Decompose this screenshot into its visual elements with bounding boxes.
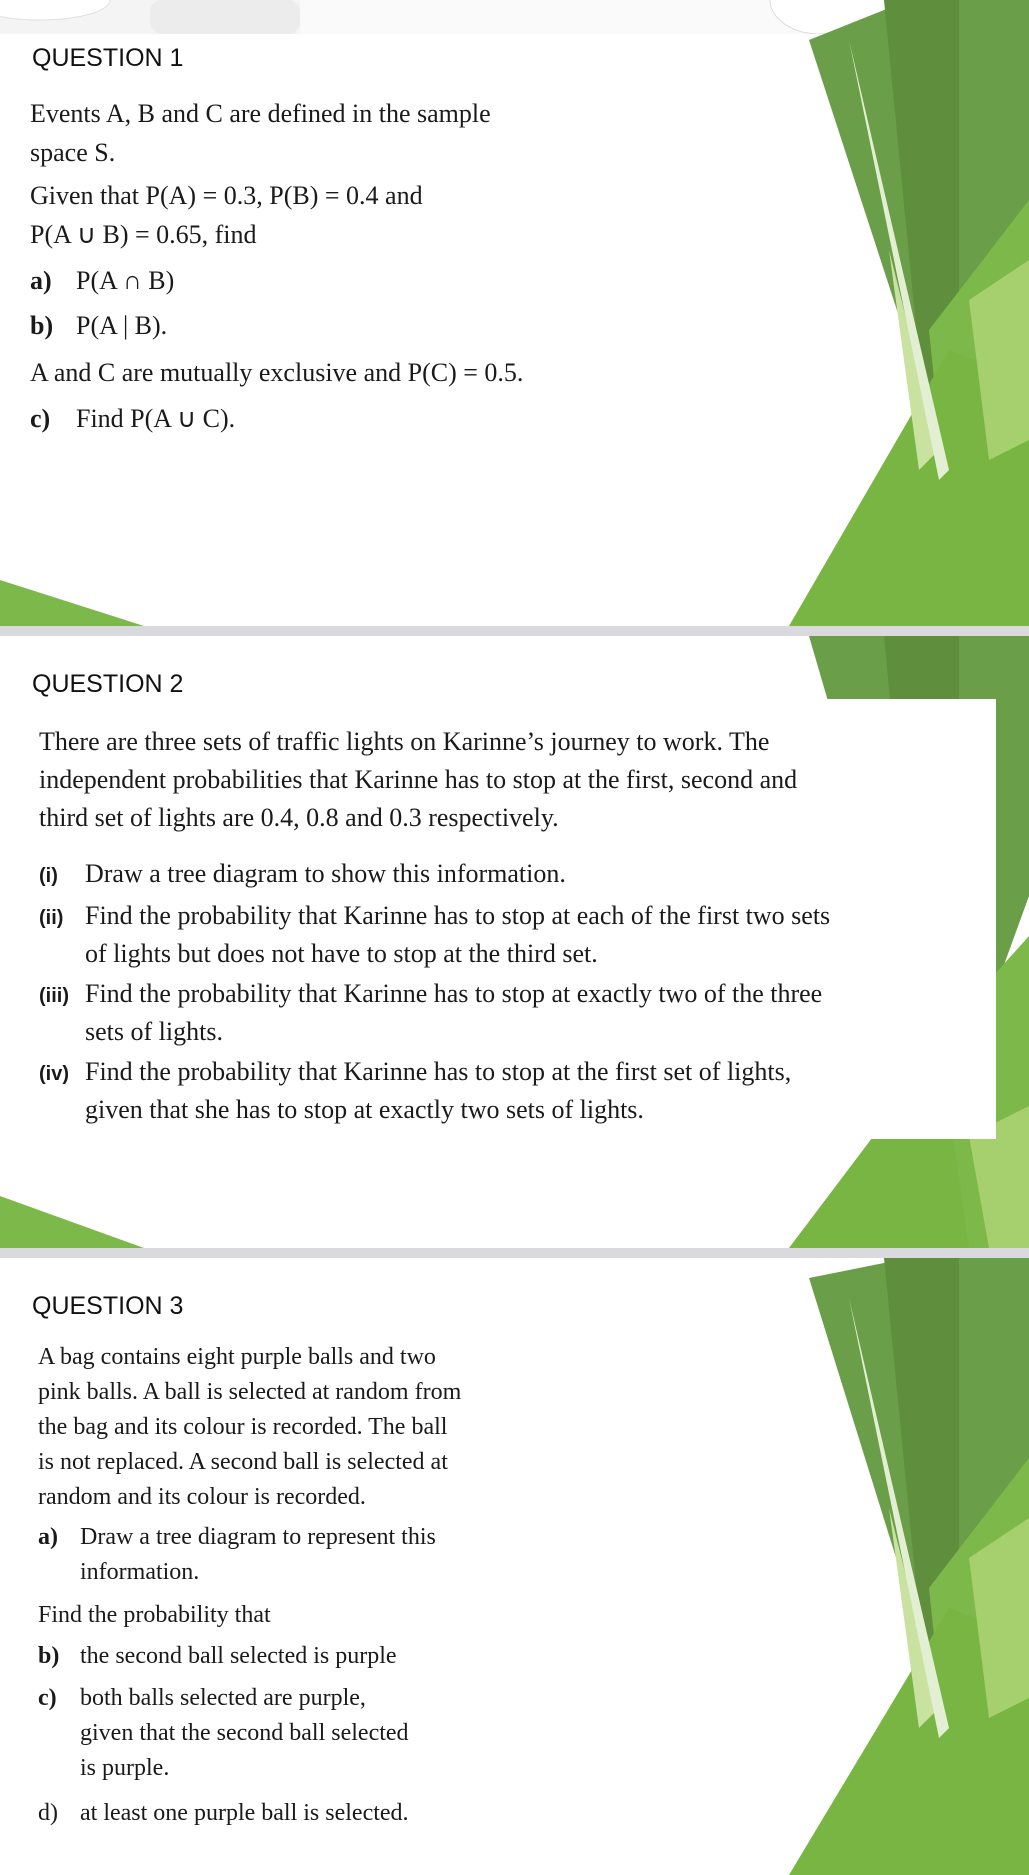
q1-line-1: Events A, B and C are defined in the sample bbox=[30, 99, 491, 128]
q2-part-iii-label: (iii) bbox=[39, 985, 69, 1007]
q3-intro-line-4: is not replaced. A second ball is selected at bbox=[38, 1449, 448, 1475]
q2-part-iii bbox=[39, 974, 822, 1016]
q2-part-iv-line-1: Find the probability that Karinne has to stop at the first set of lights, bbox=[85, 1057, 792, 1086]
q2-part-i bbox=[39, 854, 566, 896]
q2-intro-line-3: third set of lights are 0.4, 0.8 and 0.3 respectively. bbox=[39, 803, 559, 832]
q1-part-c-label: c) bbox=[30, 404, 51, 433]
q3-intro-line-5: random and its colour is recorded. bbox=[38, 1484, 366, 1510]
slide-question-1 bbox=[0, 0, 1029, 626]
q2-part-iii-line-1: Find the probability that Karinne has to stop at exactly two of the three bbox=[85, 979, 823, 1008]
q2-part-ii-line-2: of lights but does not have to stop at the third set. bbox=[85, 939, 598, 968]
slide-separator bbox=[0, 1248, 1029, 1258]
left-green-sliver bbox=[0, 0, 10, 626]
q3-part-b-label: b) bbox=[38, 1643, 60, 1669]
q3-part-c-line-2: given that the second ball selected bbox=[80, 1720, 409, 1746]
q3-intro-line-2: pink balls. A ball is selected at random from bbox=[38, 1379, 462, 1405]
q3-part-c bbox=[38, 1681, 366, 1716]
q3-part-a-line-2: information. bbox=[80, 1559, 200, 1585]
q3-intro-line-1: A bag contains eight purple balls and two bbox=[38, 1344, 436, 1370]
q2-part-i-label: (i) bbox=[39, 865, 58, 887]
question-1-heading: QUESTION 1 bbox=[32, 44, 184, 72]
q3-part-b bbox=[38, 1639, 397, 1674]
q3-part-a-line-1: Draw a tree diagram to represent this bbox=[80, 1524, 436, 1550]
question-2-text-box bbox=[24, 699, 996, 1139]
q1-part-a bbox=[30, 262, 174, 300]
q3-part-c-line-1: both balls selected are purple, bbox=[80, 1685, 366, 1711]
q3-part-d-label: d) bbox=[38, 1800, 58, 1826]
slide-question-3 bbox=[0, 1258, 1029, 1875]
q1-line-2: space S. bbox=[30, 138, 116, 167]
slide-question-2 bbox=[0, 636, 1029, 1248]
slide-separator bbox=[0, 626, 1029, 636]
left-green-sliver bbox=[0, 636, 10, 1248]
q2-intro-line-2: independent probabilities that Karinne has to stop at the first, second and bbox=[39, 765, 798, 794]
q2-part-iv-label: (iv) bbox=[39, 1063, 69, 1085]
question-3-heading: QUESTION 3 bbox=[32, 1292, 184, 1320]
green-shapes-decoration bbox=[789, 0, 1029, 626]
q1-part-b-text: P(A | B). bbox=[76, 311, 168, 340]
q1-part-b bbox=[30, 307, 167, 345]
q2-part-ii-line-1: Find the probability that Karinne has to stop at each of the first two sets bbox=[85, 901, 831, 930]
q1-part-b-label: b) bbox=[30, 311, 54, 340]
q3-intro-line-3: the bag and its colour is recorded. The ball bbox=[38, 1414, 448, 1440]
q3-part-a-label: a) bbox=[38, 1524, 58, 1550]
q2-part-iv-line-2: given that she has to stop at exactly two sets of lights. bbox=[85, 1095, 644, 1124]
q1-line-4: P(A ∪ B) = 0.65, find bbox=[30, 220, 257, 249]
q2-part-i-line-1: Draw a tree diagram to show this information. bbox=[85, 859, 566, 888]
q3-part-d-text: at least one purple ball is selected. bbox=[80, 1800, 409, 1826]
green-shapes-decoration bbox=[789, 1258, 1029, 1875]
q1-line-3: Given that P(A) = 0.3, P(B) = 0.4 and bbox=[30, 181, 423, 210]
q1-part-a-label: a) bbox=[30, 266, 52, 295]
q3-find-line: Find the probability that bbox=[38, 1602, 271, 1628]
q3-part-a bbox=[38, 1520, 436, 1555]
q2-intro-line-1: There are three sets of traffic lights on Karinne’s journey to work. The bbox=[39, 727, 770, 756]
q1-line-5: A and C are mutually exclusive and P(C) = 0.5. bbox=[30, 358, 524, 387]
q2-part-ii-label: (ii) bbox=[39, 907, 64, 929]
question-2-heading: QUESTION 2 bbox=[32, 670, 184, 698]
q3-part-b-text: the second ball selected is purple bbox=[80, 1643, 397, 1669]
q3-part-d bbox=[38, 1796, 409, 1831]
q3-part-c-label: c) bbox=[38, 1685, 57, 1711]
q1-part-c bbox=[30, 400, 235, 438]
q3-part-c-line-3: is purple. bbox=[80, 1755, 170, 1781]
q1-part-c-text: Find P(A ∪ C). bbox=[76, 404, 236, 433]
q2-part-iii-line-2: sets of lights. bbox=[85, 1017, 223, 1046]
q1-part-a-text: P(A ∩ B) bbox=[76, 266, 175, 295]
q2-part-ii bbox=[39, 896, 830, 938]
q2-part-iv bbox=[39, 1052, 791, 1094]
